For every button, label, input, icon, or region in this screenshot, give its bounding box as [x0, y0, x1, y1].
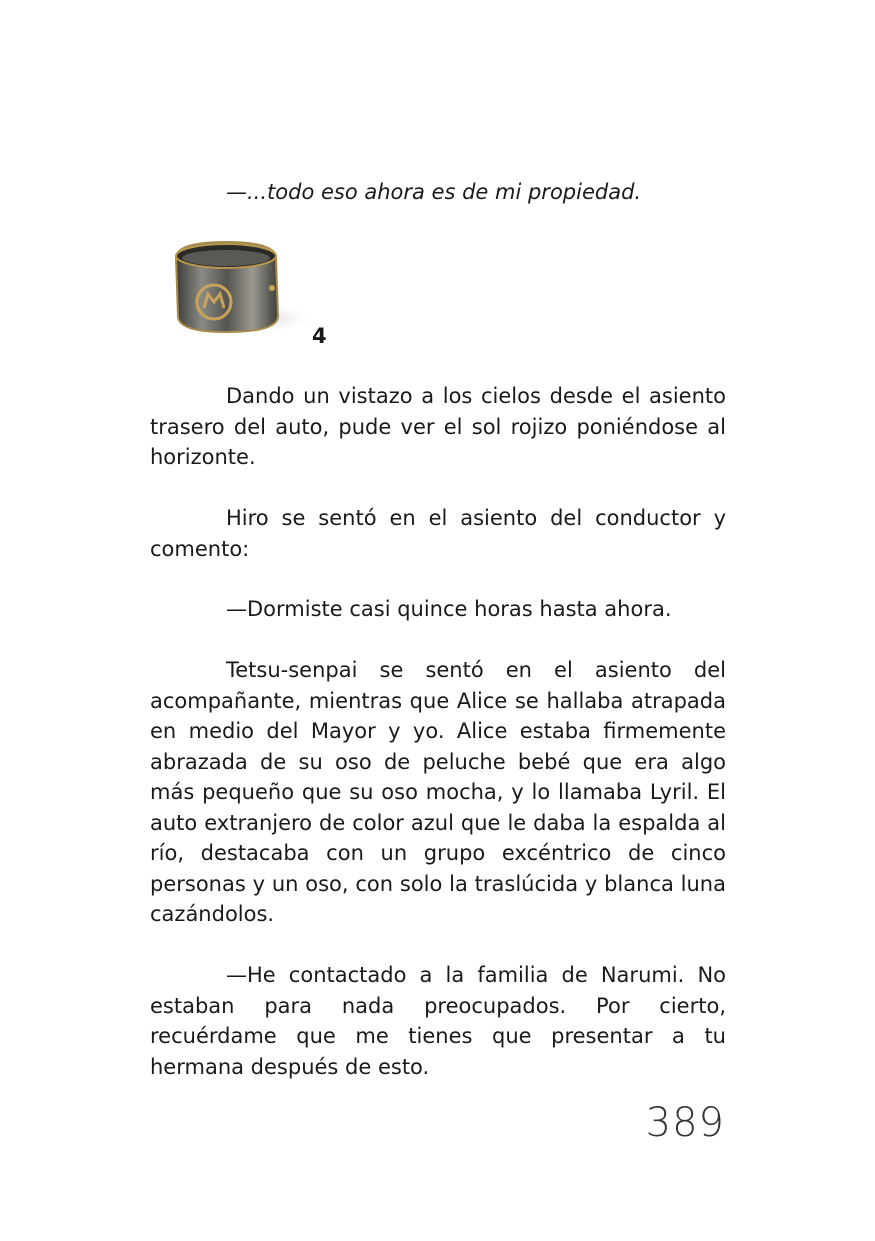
paragraph-3: —Dormiste casi quince horas hasta ahora.	[226, 597, 672, 621]
paragraph-2: Hiro se sentó en el asiento del conductor y comento:	[150, 506, 726, 561]
paragraph-5: —He contactado a la familia de Narumi. No estaban para nada preocupados. Por cierto, recuérdame que me tienes que presentar a tu hermana después de esto.	[150, 963, 726, 1079]
bracelet-ornament-icon	[168, 236, 316, 340]
opening-dialogue-line: —...todo eso ahora es de mi propiedad.	[226, 180, 642, 204]
page-number: 389	[645, 1100, 725, 1146]
section-number: 4	[312, 324, 327, 348]
paragraph-1: Dando un vistazo a los cielos desde el asiento trasero del auto, pude ver el sol rojizo poniéndose al horizonte.	[150, 384, 726, 469]
paragraph-4: Tetsu-senpai se sentó en el asiento del acompañante, mientras que Alice se hallaba atrapada en medio del Mayor y yo. Alice estaba firmemente abrazada de su oso de peluche bebé que era algo más pequeño que su oso mocha, y lo llamaba Lyril. El auto extranjero de color azul que le daba la espalda al río, destacaba con un grupo excéntrico de cinco personas y un oso, con solo la traslúcida y blanca luna cazándolos.	[150, 658, 726, 926]
